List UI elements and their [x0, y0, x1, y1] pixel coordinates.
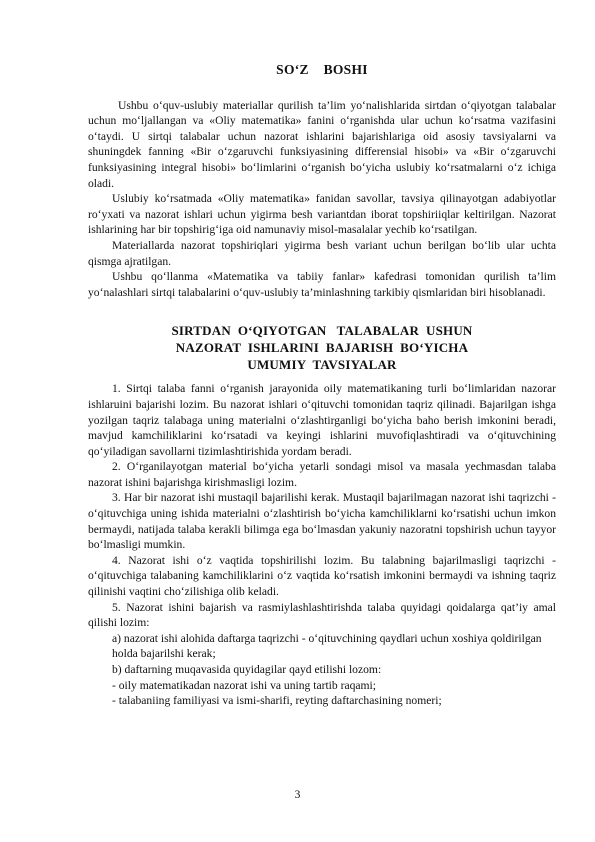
list-item: a) nazorat ishi alohida daftarga taqrizchi - o‘qituvchining qaydlari uchun xoshiya qoldirilgan holda bajarilshi kerak;: [112, 631, 542, 661]
section-heading-line: NAZORAT ISHLARINI BAJARISH BO‘YICHA: [175, 340, 469, 356]
section-heading-line: UMUMIY TAVSIYALAR: [247, 357, 397, 373]
section-heading: [88, 322, 556, 373]
intro-paragraph: Materiallarda nazorat topshiriqlari yigirma besh variant uchun berilgan bo‘lib ular uchta qismga ajratilgan.: [88, 238, 556, 268]
rule-paragraph: 4. Nazorat ishi o‘z vaqtida topshirilishi lozim. Bu talabning bajarilmasligi taqrizchi - o‘qituvchiga talabaning kamchiliklarini o‘z vaqtida ko‘rsatish imkonini bermaydi va ishning taqriz qilinishi vaqtini cho‘zilishiga olib keladi.: [88, 553, 556, 599]
list-item: b) daftarning muqavasida quyidagilar qayd etilishi lozom:: [112, 663, 382, 676]
rule-paragraph: 2. O‘rganilayotgan material bo‘yicha yetarli sondagi misol va masala yechmasdan talaba nazorat ishini bajarishga kirishmasligi lozim.: [88, 460, 556, 489]
sub-item-list: [88, 631, 556, 709]
page-title: SO‘Z BOSHI: [276, 62, 368, 77]
rule-paragraph: 1. Sirtqi talaba fanni o‘rganish jarayonida oily matematikaning turli bo‘limlaridan nazorar ishlaruini bajarishi lozim. Bu nazorat ishlari o‘qituvchi tomonidan taqriz qilinadi. Bajarilgan ishga yozilgan taqriz talabaga uning materialni o‘zlashtirganligi bo‘yicha baho berish imkonini beradi, mavjud kamchiliklarini ko‘rsatadi va keyingi ishlarini muvofiqlashtiradi va o‘qituvchining qo‘yiladigan savollarni tizimlashtirishida yordam beradi.: [88, 382, 556, 458]
page-content: [88, 62, 556, 709]
intro-paragraph: Ushbu qo‘llanma «Matematika va tabiiy fanlar» kafedrasi tomonidan qurilish ta’lim yo‘nalashlari sirtqi talabalarini o‘quv-uslubiy ta’minlashning tarkibiy qismlaridan biri hisoblanadi.: [88, 270, 556, 299]
rule-paragraph: 5. Nazorat ishini bajarish va rasmiylashlashtirishda talaba quyidagi qoidalarga qat’iy amal qilishi lozim:: [88, 600, 556, 630]
list-item: - talabaniing familiyasi va ismi-sharifi, reyting daftarchasining nomeri;: [112, 694, 442, 708]
list-item: - oily matematikadan nazorat ishi va uning tartib raqami;: [112, 678, 376, 692]
intro-paragraph: Uslubiy ko‘rsatmada «Oliy matematika» fanidan savollar, tavsiya qilinayotgan adabiyotlar ro‘yxati va nazorat ishlari uchun yigirma besh variantdan iborat topshiriiqlar keltirilgan. Nazorat ishlarining har bir topshirig‘iga oid namunaviy misol-masalalar yechib ko‘rsatilgan.: [88, 192, 556, 237]
section-heading-line: SIRTDAN O‘QIYOTGAN TALABALAR USHUN: [171, 323, 473, 339]
rule-paragraph: 3. Har bir nazorat ishi mustaqil bajarilishi kerak. Mustaqil bajarilmagan nazorat ishi taqrizchi - o‘qituvchiga uning ishida materialni o‘zlashtirish bo‘yicha kamchiliklarni ko‘rsatishi uchun imkon bermaydi, natijada talaba kerakli bilimga ega bo‘lmasdan yakuniy nazoratni topshirish uchun tayyor bo‘lmasligi mumkin.: [88, 491, 556, 552]
intro-paragraph: Ushbu o‘quv-uslubiy materiallar qurilish ta’lim yo‘nalishlarida sirtdan o‘qiyotgan talabalar uchun mo‘ljallangan va «Oliy matematika» fanini o‘rganishda ular uchun ko‘rsatma vazifasini o‘taydi. U sirtqi talabalar uchun nazorat ishlarini bajarishlariga oid asosiy tavsiyalarni va shuningdek fanning «Bir o‘zgaruvchi funksiyasining differensial hisobi» va «Bir o‘zgaruvchi funksiyasining integral hisobi» bo‘limlarini o‘rganish bo‘yicha uslubiy ko‘rsatmalarni o‘z ichiga oladi.: [88, 98, 556, 190]
page-number: 3: [294, 789, 301, 801]
